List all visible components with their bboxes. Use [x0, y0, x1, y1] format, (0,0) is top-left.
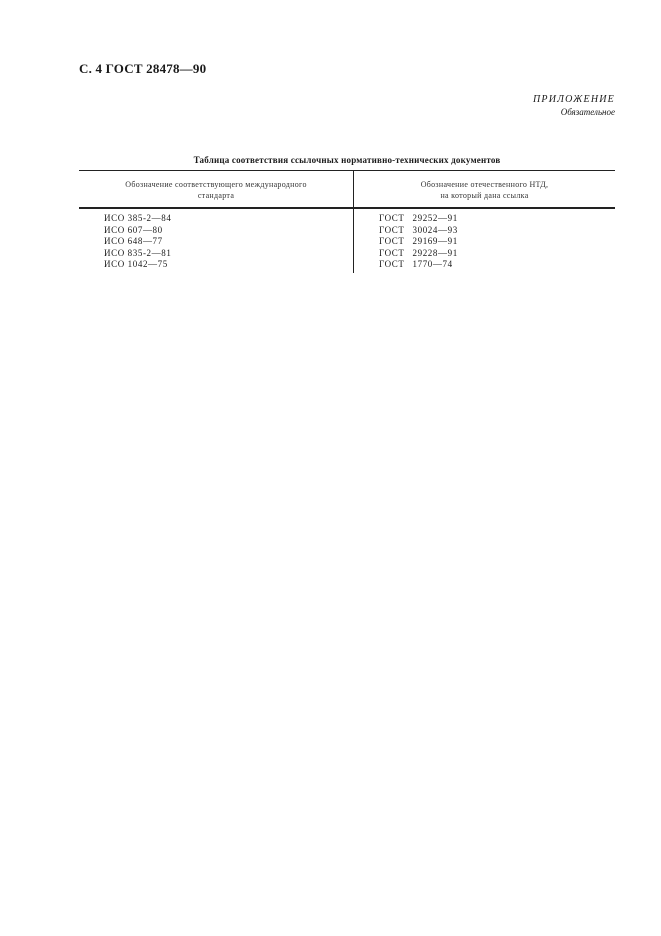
international-standard-cell: ИСО 835-2—81	[79, 248, 354, 260]
table-row	[79, 259, 615, 273]
column-header-national-line1: Обозначение отечественного НТД,	[420, 180, 549, 189]
appendix-label	[533, 94, 615, 117]
table-title: Таблица соответствия ссылочных нормативно-технических документов	[193, 155, 501, 165]
national-prefix: ГОСТ	[379, 259, 405, 270]
national-prefix: ГОСТ	[379, 236, 405, 247]
national-prefix: ГОСТ	[379, 224, 405, 235]
table-row	[79, 208, 615, 225]
reference-table	[79, 170, 615, 273]
national-standard-cell	[354, 208, 616, 225]
national-standard-cell	[354, 225, 616, 237]
appendix-title: ПРИЛОЖЕНИЕ	[533, 94, 615, 105]
table-row	[79, 248, 615, 260]
national-standard-cell	[354, 248, 616, 260]
national-number: 29169—91	[412, 236, 458, 247]
national-standard-cell	[354, 236, 616, 248]
national-number: 1770—74	[412, 259, 453, 270]
international-standard-cell: ИСО 648—77	[79, 236, 354, 248]
appendix-subtitle: Обязательное	[560, 107, 615, 117]
international-standard-cell: ИСО 607—80	[79, 225, 354, 237]
national-number: 29252—91	[412, 213, 458, 223]
national-prefix: ГОСТ	[379, 247, 405, 258]
international-standard-cell: ИСО 385-2—84	[79, 208, 354, 225]
national-prefix: ГОСТ	[379, 213, 405, 223]
column-header-international	[79, 171, 354, 209]
national-standard-cell	[354, 259, 616, 273]
national-number: 29228—91	[412, 247, 458, 258]
column-header-international-line1: Обозначение соответствующего международного	[125, 180, 307, 189]
international-standard-cell: ИСО 1042—75	[79, 259, 354, 273]
column-header-international-line2: стандарта	[197, 191, 235, 200]
column-header-national	[354, 171, 616, 209]
table-header-row	[79, 171, 615, 209]
column-header-national-line2: на который дана ссылка	[440, 191, 529, 200]
page-header: С. 4 ГОСТ 28478—90	[79, 61, 207, 76]
national-number: 30024—93	[412, 224, 458, 235]
table-row	[79, 225, 615, 237]
table-row	[79, 236, 615, 248]
